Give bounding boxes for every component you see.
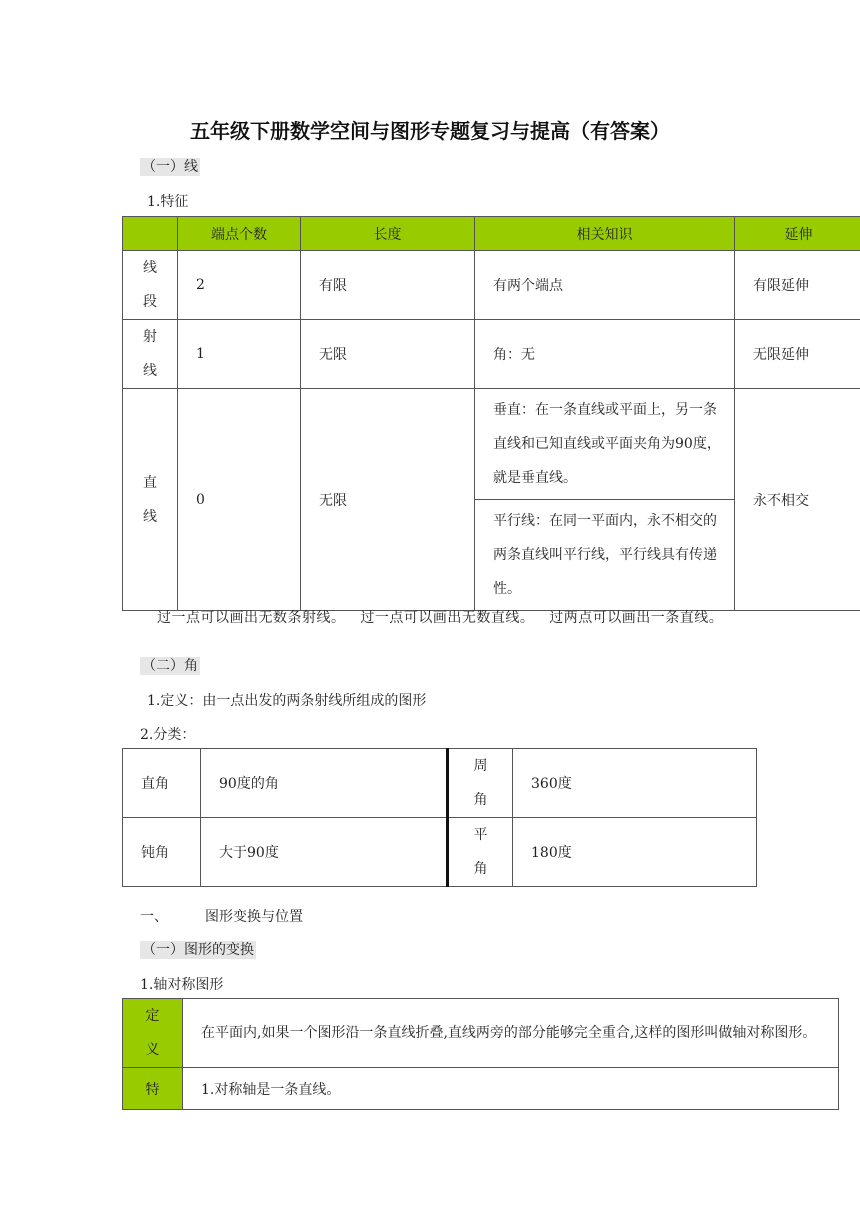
section-heading-text: （一）图形的变换 — [142, 942, 254, 958]
part-title: 图形变换与位置 — [205, 909, 303, 925]
subheading-axis-symmetry: 1.轴对称图形 — [140, 977, 224, 993]
table-row — [123, 389, 860, 500]
extend-cell: 永不相交 — [735, 389, 860, 611]
endpoints-cell: 1 — [178, 320, 301, 389]
angle-desc: 大于90度 — [201, 818, 448, 887]
extend-cell: 有限延伸 — [735, 251, 860, 320]
table-row — [123, 999, 839, 1068]
knowledge-parallel: 平行线：在同一平面内，永不相交的两条直线叫平行线，平行线具有传递性。 — [475, 500, 735, 611]
extend-cell: 无限延伸 — [735, 320, 860, 389]
endpoints-cell: 2 — [178, 251, 301, 320]
subheading-features: 1.特征 — [147, 194, 189, 210]
knowledge-perpendicular: 垂直：在一条直线或平面上，另一条直线和已知直线或平面夹角为90度，就是垂直线。 — [475, 389, 735, 500]
table-row — [123, 320, 860, 389]
row-name: 直 线 — [123, 389, 178, 611]
section-heading-transform — [140, 939, 256, 959]
angle-name: 钝角 — [123, 818, 201, 887]
section-heading-angle — [140, 655, 200, 675]
length-cell: 无限 — [301, 320, 475, 389]
angle-classification: 2.分类： — [140, 727, 196, 743]
section-heading-text: （一）线 — [142, 159, 198, 175]
section-heading-line — [140, 156, 200, 176]
table-row — [123, 818, 757, 887]
row-label: 定 义 — [123, 999, 183, 1068]
endpoints-cell: 0 — [178, 389, 301, 611]
row-name: 射 线 — [123, 320, 178, 389]
header-cell: 延伸 — [735, 217, 860, 251]
symmetry-table — [122, 998, 839, 1110]
knowledge-cell: 有两个端点 — [475, 251, 735, 320]
angle-definition: 1.定义：由一点出发的两条射线所组成的图形 — [147, 693, 427, 709]
knowledge-cell: 角：无 — [475, 320, 735, 389]
angle-desc: 360度 — [513, 749, 757, 818]
angle-name: 直角 — [123, 749, 201, 818]
part-number: 一、 — [140, 909, 168, 925]
line-note: 过一点可以画出无数条射线。 过一点可以画出无数直线。 过两点可以画出一条直线。 — [157, 610, 724, 626]
feature-text: 1.对称轴是一条直线。 — [183, 1068, 839, 1110]
table-header-row — [123, 217, 860, 251]
row-name: 线 段 — [123, 251, 178, 320]
angle-name: 平 角 — [448, 818, 513, 887]
header-cell: 长度 — [301, 217, 475, 251]
angle-desc: 180度 — [513, 818, 757, 887]
header-cell: 端点个数 — [178, 217, 301, 251]
length-cell: 无限 — [301, 389, 475, 611]
page-title: 五年级下册数学空间与图形专题复习与提高（有答案） — [190, 119, 670, 143]
header-cell — [123, 217, 178, 251]
angle-desc: 90度的角 — [201, 749, 448, 818]
line-table — [122, 216, 860, 611]
row-label: 特 — [123, 1068, 183, 1110]
table-row — [123, 1068, 839, 1110]
header-cell: 相关知识 — [475, 217, 735, 251]
section-heading-text: （二）角 — [142, 658, 198, 674]
angle-name: 周 角 — [448, 749, 513, 818]
length-cell: 有限 — [301, 251, 475, 320]
table-row — [123, 251, 860, 320]
angle-table — [122, 748, 757, 887]
definition-text: 在平面内,如果一个图形沿一条直线折叠,直线两旁的部分能够完全重合,这样的图形叫做轴对称图形。 — [183, 999, 839, 1068]
table-row — [123, 749, 757, 818]
